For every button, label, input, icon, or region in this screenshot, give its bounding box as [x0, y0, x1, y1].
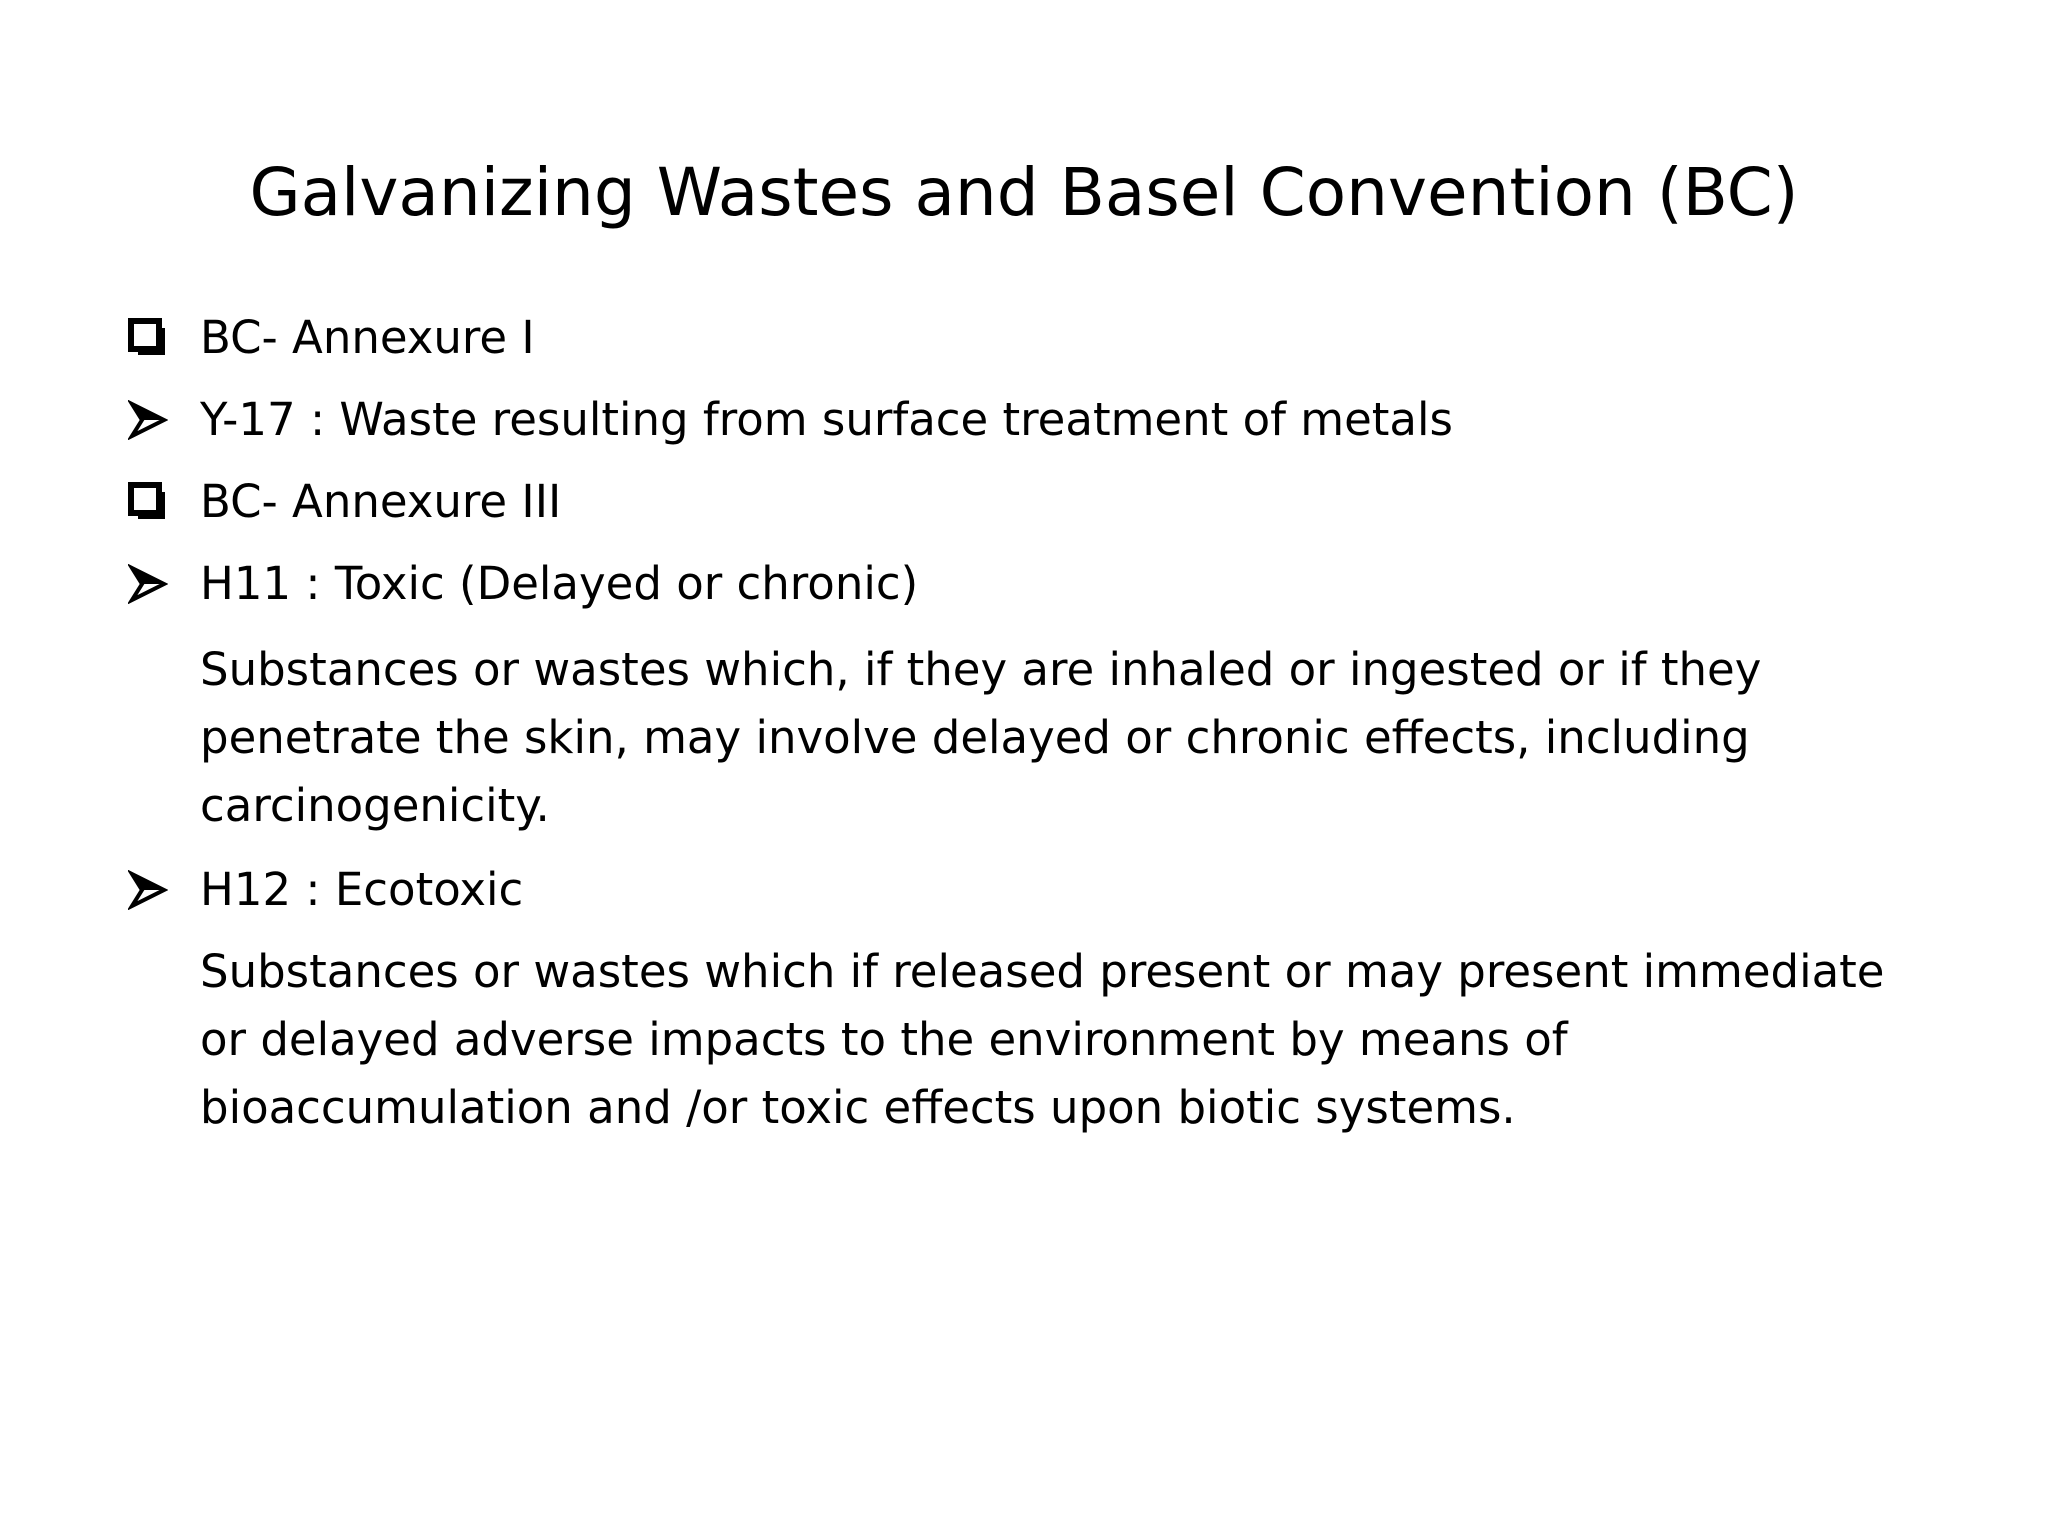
description-line: Substances or wastes which, if they are inhaled or ingested or if they: [200, 643, 1762, 696]
description-line: carcinogenicity.: [200, 779, 550, 832]
bullet-item-annexure-i: [128, 296, 1988, 380]
bullet-item-y17: [128, 378, 1988, 462]
bullet-text: Y-17 : Waste resulting from surface treatment of metals: [200, 393, 1453, 446]
bullet-text: H11 : Toxic (Delayed or chronic): [200, 557, 919, 610]
arrowhead-icon: [128, 848, 200, 932]
bullet-item-h11: [128, 542, 1988, 626]
bullet-text: BC- Annexure III: [200, 475, 562, 528]
arrowhead-icon: [128, 378, 200, 462]
h12-description: [200, 938, 1990, 1142]
h11-description: [200, 636, 1990, 840]
arrowhead-icon: [128, 542, 200, 626]
description-line: penetrate the skin, may involve delayed or chronic effects, including: [200, 711, 1750, 764]
description-line: bioaccumulation and /or toxic effects upon biotic systems.: [200, 1081, 1516, 1134]
bullet-item-h12: [128, 848, 1988, 932]
slide-title: Galvanizing Wastes and Basel Convention (BC): [249, 154, 1799, 231]
description-line: or delayed adverse impacts to the environment by means of: [200, 1013, 1568, 1066]
checkbox-square-icon: [128, 296, 200, 380]
description-line: Substances or wastes which if released present or may present immediate: [200, 945, 1885, 998]
checkbox-square-icon: [128, 460, 200, 544]
bullet-text: BC- Annexure I: [200, 311, 535, 364]
bullet-item-annexure-iii: [128, 460, 1988, 544]
bullet-text: H12 : Ecotoxic: [200, 863, 524, 916]
